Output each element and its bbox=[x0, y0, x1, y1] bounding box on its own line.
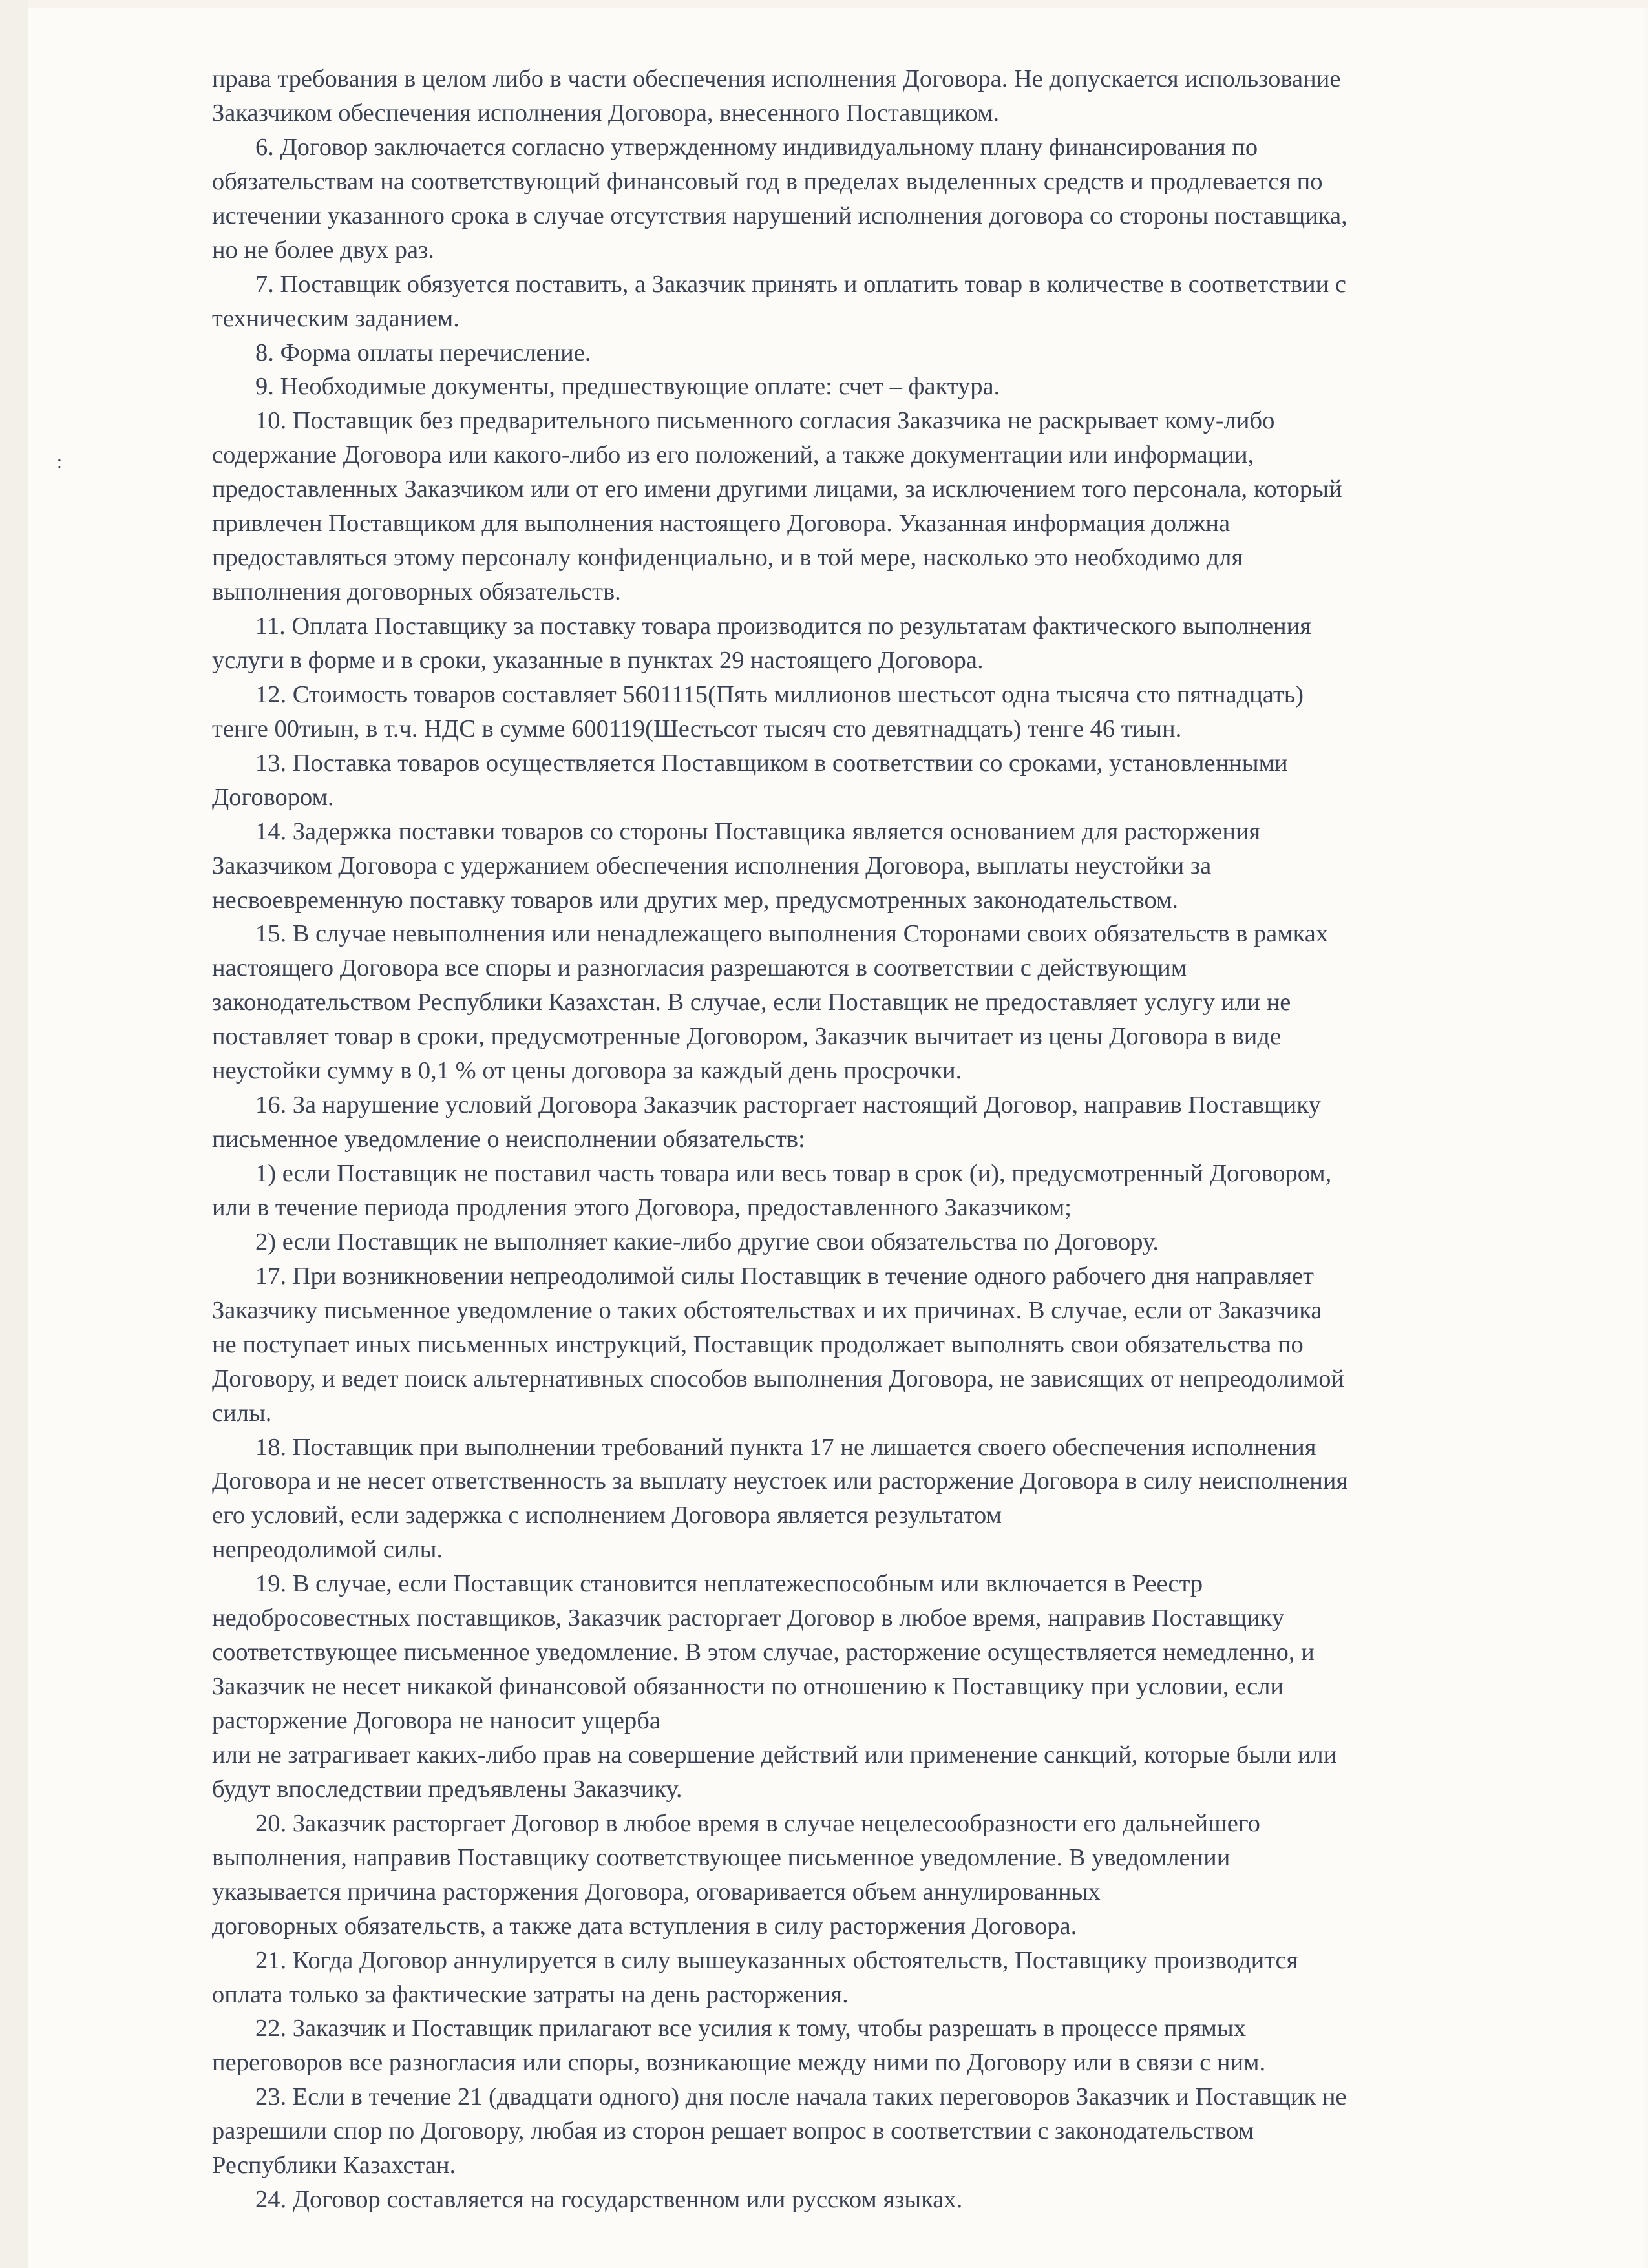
text-line: договорных обязательств, а также дата вступления в силу расторжения Договора. bbox=[212, 1912, 1077, 1940]
text-line: 6. Договор заключается согласно утвержденному индивидуальному плану финансирования по bbox=[255, 133, 1258, 161]
text-line: техническим заданием. bbox=[212, 304, 460, 332]
text-line: расторжение Договора не наносит ущерба bbox=[212, 1707, 660, 1734]
text-line: 24. Договор составляется на государственном или русском языках. bbox=[255, 2186, 963, 2214]
text-line: 21. Когда Договор аннулируется в силу вышеуказанных обстоятельств, Поставщику производится bbox=[255, 1946, 1298, 1974]
text-line: переговоров все разногласия или споры, возникающие между ними по Договору или в связи с ним. bbox=[212, 2049, 1266, 2077]
text-line: 13. Поставка товаров осуществляется Поставщиком в соответствии со сроками, установленными bbox=[255, 749, 1288, 777]
text-line: недобросовестных поставщиков, Заказчик расторгает Договор в любое время, направив Поставщику bbox=[212, 1604, 1285, 1632]
text-line: соответствующее письменное уведомление. В этом случае, расторжение осуществляется немедленно, и bbox=[212, 1639, 1315, 1666]
text-line: несвоевременную поставку товаров или других мер, предусмотренных законодательством. bbox=[212, 886, 1179, 914]
text-line: письменное уведомление о неисполнении обязательств: bbox=[212, 1126, 805, 1153]
text-line: Заказчик не несет никакой финансовой обязанности по отношению к Поставщику при условии, если bbox=[212, 1673, 1284, 1701]
text-line: оплата только за фактические затраты на день расторжения. bbox=[212, 1980, 849, 2008]
text-line: 1) если Поставщик не поставил часть товара или весь товар в срок (и), предусмотренный Договором, bbox=[255, 1160, 1332, 1187]
text-line: 23. Если в течение 21 (двадцати одного) дня после начала таких переговоров Заказчик и Поставщик не bbox=[255, 2083, 1347, 2111]
text-line: 17. При возникновении непреодолимой силы Поставщик в течение одного рабочего дня направляет bbox=[255, 1262, 1314, 1290]
text-line: услуги в форме и в сроки, указанные в пунктах 29 настоящего Договора. bbox=[212, 646, 984, 674]
text-line: неустойки сумму в 0,1 % от цены договора за каждый день просрочки. bbox=[212, 1057, 962, 1085]
text-line: 10. Поставщик без предварительного письменного согласия Заказчика не раскрывает кому-либо bbox=[255, 407, 1275, 435]
scan-edge-left bbox=[0, 0, 28, 2268]
text-line: будут впоследствии предъявлены Заказчику. bbox=[212, 1775, 682, 1803]
text-line: 12. Стоимость товаров составляет 5601115(Пять миллионов шестьсот одна тысяча сто пятнадцать) bbox=[255, 680, 1304, 708]
text-line: Договора и не несет ответственность за выплату неустоек или расторжение Договора в силу неисполнения bbox=[212, 1467, 1348, 1495]
text-line: или в течение периода продления этого Договора, предоставленного Заказчиком; bbox=[212, 1193, 1072, 1221]
text-line: 16. За нарушение условий Договора Заказчик расторгает настоящий Договор, направив Поставщику bbox=[255, 1091, 1321, 1119]
text-line: но не более двух раз. bbox=[212, 236, 434, 264]
text-line: 20. Заказчик расторгает Договор в любое время в случае нецелесообразности его дальнейшего bbox=[255, 1809, 1260, 1837]
text-line: 22. Заказчик и Поставщик прилагают все усилия к тому, чтобы разрешать в процессе прямых bbox=[255, 2015, 1246, 2042]
text-line: 11. Оплата Поставщику за поставку товара производится по результатам фактического выполнения bbox=[255, 613, 1311, 640]
text-line: или не затрагивает каких-либо прав на совершение действий или применение санкций, которые были или bbox=[212, 1741, 1337, 1769]
text-line: обязательствам на соответствующий финансовый год в пределах выделенных средств и продлевается по bbox=[212, 167, 1323, 195]
text-line: не поступает иных письменных инструкций, Поставщик продолжает выполнять свои обязательства по bbox=[212, 1330, 1304, 1358]
text-line: 8. Форма оплаты перечисление. bbox=[255, 339, 591, 366]
text-line: непреодолимой силы. bbox=[212, 1536, 443, 1564]
text-line: настоящего Договора все споры и разногласия разрешаются в соответствии с действующим bbox=[212, 954, 1187, 982]
text-line: 15. В случае невыполнения или ненадлежащего выполнения Сторонами своих обязательств в рамках bbox=[255, 920, 1329, 948]
text-line: предоставленных Заказчиком или от его имени другими лицами, за исключением того персонала, который bbox=[212, 476, 1342, 503]
text-line: Договору, и ведет поиск альтернативных способов выполнения Договора, не зависящих от непреодолимой bbox=[212, 1365, 1345, 1392]
text-line: силы. bbox=[212, 1399, 272, 1427]
text-line: права требования в целом либо в части обеспечения исполнения Договора. Не допускается использование bbox=[212, 65, 1341, 92]
text-line: 14. Задержка поставки товаров со стороны Поставщика является основанием для расторжения bbox=[255, 817, 1261, 845]
text-line: истечении указанного срока в случае отсутствия нарушений исполнения договора со стороны поставщика, bbox=[212, 202, 1347, 229]
text-line: выполнения договорных обязательств. bbox=[212, 578, 621, 606]
text-line: Заказчику письменное уведомление о таких обстоятельствах и их причинах. В случае, если от Заказчика bbox=[212, 1296, 1322, 1324]
text-line: поставляет товар в сроки, предусмотренные Договором, Заказчик вычитает из цены Договора в виде bbox=[212, 1023, 1282, 1051]
text-line: законодательством Республики Казахстан. В случае, если Поставщик не предоставляет услугу или не bbox=[212, 989, 1291, 1016]
text-line: разрешили спор по Договору, любая из сторон решает вопрос в соответствии с законодательством bbox=[212, 2117, 1254, 2145]
text-line: Договором. bbox=[212, 783, 334, 811]
text-line: Республики Казахстан. bbox=[212, 2152, 456, 2179]
text-line: Заказчиком Договора с удержанием обеспечения исполнения Договора, выплаты неустойки за bbox=[212, 852, 1212, 879]
text-line: 7. Поставщик обязуется поставить, а Заказчик принять и оплатить товар в количестве в соответствии с bbox=[255, 270, 1346, 298]
text-line: Заказчиком обеспечения исполнения Договора, внесенного Поставщиком. bbox=[212, 99, 1000, 127]
contract-text bbox=[212, 62, 1589, 2217]
scan-edge-top bbox=[0, 0, 1648, 8]
text-line: предоставляться этому персоналу конфиденциально, и в той мере, насколько это необходимо для bbox=[212, 544, 1243, 572]
text-line: его условий, если задержка с исполнением Договора является результатом bbox=[212, 1502, 1002, 1529]
text-line: указывается причина расторжения Договора, оговаривается объем аннулированных bbox=[212, 1878, 1101, 1906]
text-line: 2) если Поставщик не выполняет какие-либо другие свои обязательства по Договору. bbox=[255, 1228, 1159, 1255]
text-line: тенге 00тиын, в т.ч. НДС в сумме 600119(Шестьсот тысяч сто девятнадцать) тенге 46 тиын. bbox=[212, 715, 1182, 742]
text-line: 9. Необходимые документы, предшествующие оплате: счет – фактура. bbox=[255, 373, 1000, 401]
text-line: привлечен Поставщиком для выполнения настоящего Договора. Указанная информация должна bbox=[212, 510, 1231, 538]
text-line: 19. В случае, если Поставщик становится неплатежеспособным или включается в Реестр bbox=[255, 1570, 1203, 1598]
text-line: 18. Поставщик при выполнении требований пункта 17 не лишается своего обеспечения исполнения bbox=[255, 1433, 1316, 1461]
margin-mark: : bbox=[57, 452, 62, 472]
text-line: содержание Договора или какого-либо из его положений, а также документации или информации, bbox=[212, 441, 1254, 469]
text-line: выполнения, направив Поставщику соответствующее письменное уведомление. В уведомлении bbox=[212, 1843, 1231, 1871]
